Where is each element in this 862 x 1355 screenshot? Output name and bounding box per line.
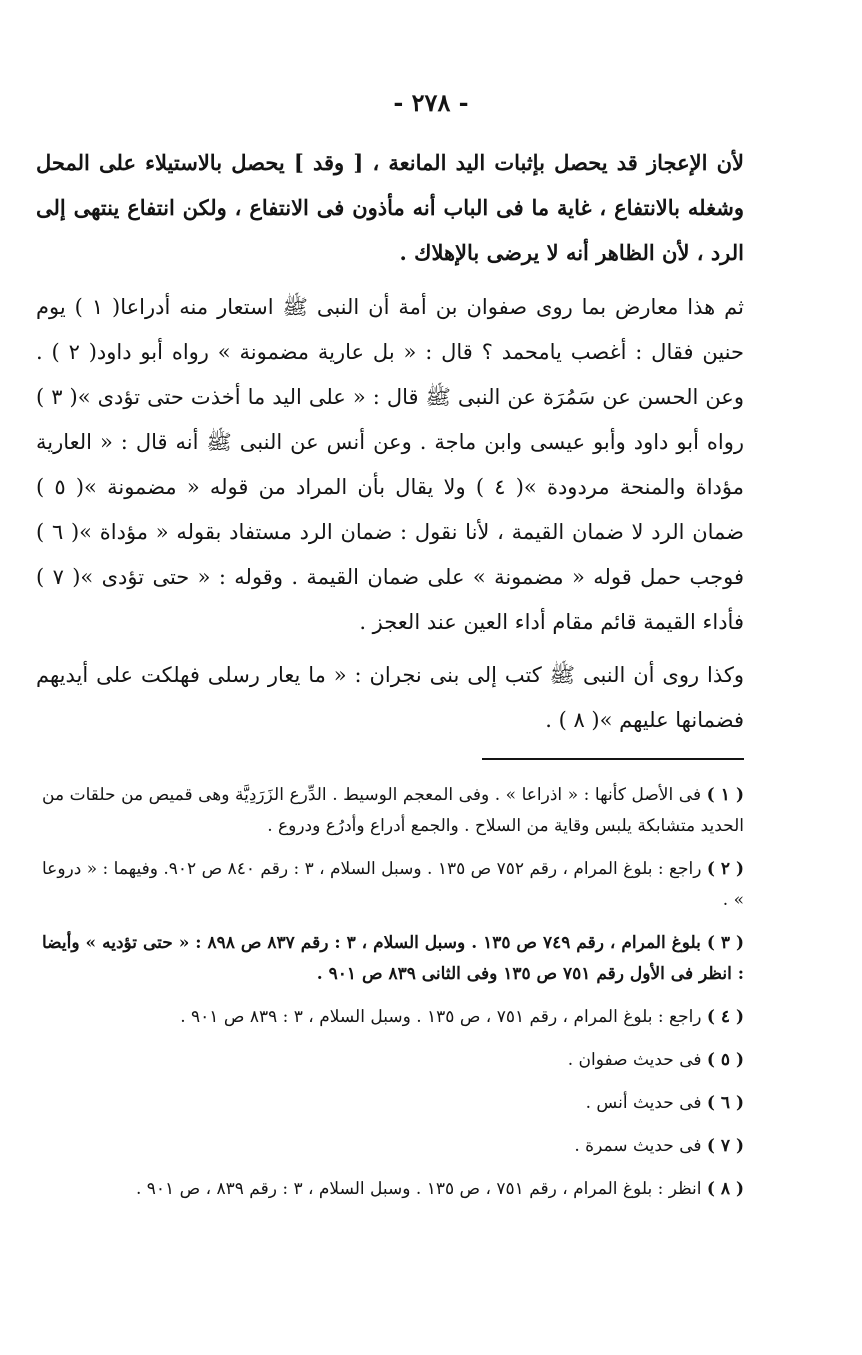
footnote-text: انظر : بلوغ المرام ، رقم ٧٥١ ، ص ١٣٥ . وسبل السلام ، ٣ : رقم ٨٣٩ ، ص ٩٠١ . xyxy=(135,1179,702,1199)
footnote-number: ( ٦ ) xyxy=(706,1093,744,1113)
paragraph-2: ثم هذا معارض بما روى صفوان بن أمة أن النبى ﷺ استعار منه أدراعا( ١ ) يوم حنين فقال : أغصب يامحمد ؟ قال : « بل عارية مضمونة » رواه أبو داود( ٢ ) . وعن الحسن عن سَمُرَة عن النبى ﷺ قال : « على اليد ما أخذت حتى تؤدى »( ٣ ) رواه أبو داود وأبو عيسى وابن ماجة . وعن أنس عن النبى ﷺ أنه قال : « العارية مؤداة والمنحة مردودة »( ٤ ) ولا يقال بأن المراد من قوله « مضمونة »( ٥ ) ضمان الرد لا ضمان القيمة ، لأنا نقول : ضمان الرد مستفاد بقوله « مؤداة »( ٦ ) فوجب حمل قوله « مضمونة » على ضمان القيمة . وقوله : « حتى تؤدى »( ٧ ) فأداء القيمة قائم مقام أداء العين عند العجز . xyxy=(36,295,744,634)
footnotes xyxy=(42,780,744,1217)
footnote-text: راجع : بلوغ المرام ، رقم ٧٥٢ ص ١٣٥ . وسبل السلام ، ٣ : رقم ٨٤٠ ص ٩٠٢. وفيهما : « دروعا » . xyxy=(42,859,744,910)
paragraph-1: لأن الإعجاز قد يحصل بإثبات اليد المانعة ، [ وقد ] يحصل بالاستيلاء على المحل وشغله بالانتفاع ، غاية ما فى الباب أنه مأذون فى الانتفاع ، ولكن انتفاع ينتهى إلى الرد ، لأن الظاهر أنه لا يرضى بالإهلاك . xyxy=(36,150,744,265)
footnote-5 xyxy=(42,1045,744,1076)
footnote-text: فى الأصل كأنها : « اذراعا » . وفى المعجم الوسيط . الدِّرع الزَرَدِيَّة وهى قميص من حلقات من الحديد متشابكة يلبس وقاية من السلاح . والجمع أدراع وأدرُع ودروع . xyxy=(42,785,744,836)
footnote-2 xyxy=(42,854,744,916)
footnote-text: فى حديث أنس . xyxy=(585,1093,702,1113)
main-text xyxy=(36,140,744,743)
footnote-text: فى حديث سمرة . xyxy=(574,1136,702,1156)
footnote-number: ( ٥ ) xyxy=(706,1050,744,1070)
footnote-text: فى حديث صفوان . xyxy=(567,1050,702,1070)
footnote-separator xyxy=(482,758,744,760)
footnote-7 xyxy=(42,1131,744,1162)
footnote-3 xyxy=(42,928,744,990)
footnote-number: ( ١ ) xyxy=(706,785,744,805)
page-number: - ٢٧٨ - xyxy=(393,88,469,117)
footnote-number: ( ٤ ) xyxy=(706,1007,744,1027)
footnote-number: ( ٨ ) xyxy=(706,1179,744,1199)
footnote-text: بلوغ المرام ، رقم ٧٤٩ ص ١٣٥ . وسبل السلام ، ٣ : رقم ٨٣٧ ص ٨٩٨ : « حتى تؤديه » وأيضا : انظر فى الأول رقم ٧٥١ ص ١٣٥ وفى الثانى ٨٣٩ ص ٩٠١ . xyxy=(42,933,744,984)
footnote-number: ( ٢ ) xyxy=(706,859,744,879)
footnote-number: ( ٣ ) xyxy=(706,933,745,953)
paragraph-3: وكذا روى أن النبى ﷺ كتب إلى بنى نجران : « ما يعار رسلى فهلكت على أيديهم فضمانها عليهم »( ٨ ) . xyxy=(36,663,744,732)
footnote-1 xyxy=(42,780,744,842)
footnote-6 xyxy=(42,1088,744,1119)
footnote-text: راجع : بلوغ المرام ، رقم ٧٥١ ، ص ١٣٥ . وسبل السلام ، ٣ : ٨٣٩ ص ٩٠١ . xyxy=(180,1007,702,1027)
footnote-4 xyxy=(42,1002,744,1033)
footnote-8 xyxy=(42,1174,744,1205)
footnote-number: ( ٧ ) xyxy=(706,1136,744,1156)
